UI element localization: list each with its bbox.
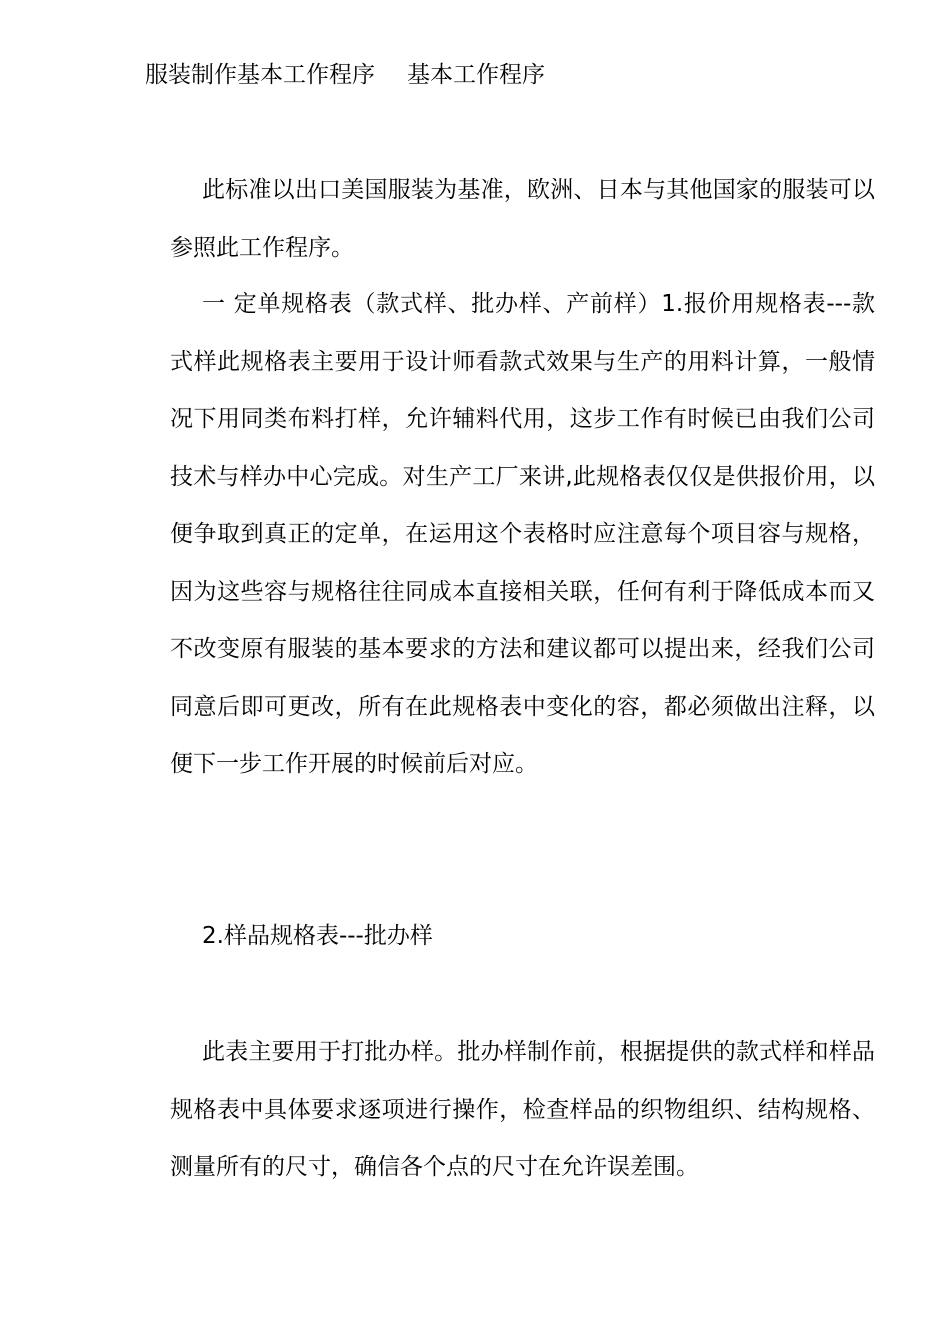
header-title-right: 基本工作程序 xyxy=(407,62,545,88)
paragraph-intro: 此标准以出口美国服装为基准，欧洲、日本与其他国家的服装可以参照此工作程序。 xyxy=(170,177,875,261)
paragraph-sample-spec-heading: 2.样品规格表---批办样 xyxy=(202,923,433,949)
paragraph-quote-spec: 一 定单规格表（款式样、批办样、产前样）1.报价用规格表---款式样此规格表主要用于设计师看款式效果与生产的用料计算，一般情况下用同类布料打样，允许辅料代用，这步工作有时候已由我们公司技术与样办中心完成。对生产工厂来讲,此规格表仅仅是供报价用，以便争取到真正的定单，在运用这个表格时应注意每个项目容与规格，因为这些容与规格往往同成本直接相关联，任何有利于降低成本而又不改变原有服装的基本要求的方法和建议都可以提出来，经我们公司同意后即可更改，所有在此规格表中变化的容，都必须做出注释，以便下一步工作开展的时候前后对应。 xyxy=(170,291,875,777)
header-title-left: 服装制作基本工作程序 xyxy=(145,62,375,88)
page-header xyxy=(145,58,545,92)
paragraph-sample-spec-body: 此表主要用于打批办样。批办样制作前，根据提供的款式样和样品规格表中具体要求逐项进行操作，检查样品的织物组织、结构规格、测量所有的尺寸，确信各个点的尺寸在允许误差围。 xyxy=(170,1039,875,1180)
